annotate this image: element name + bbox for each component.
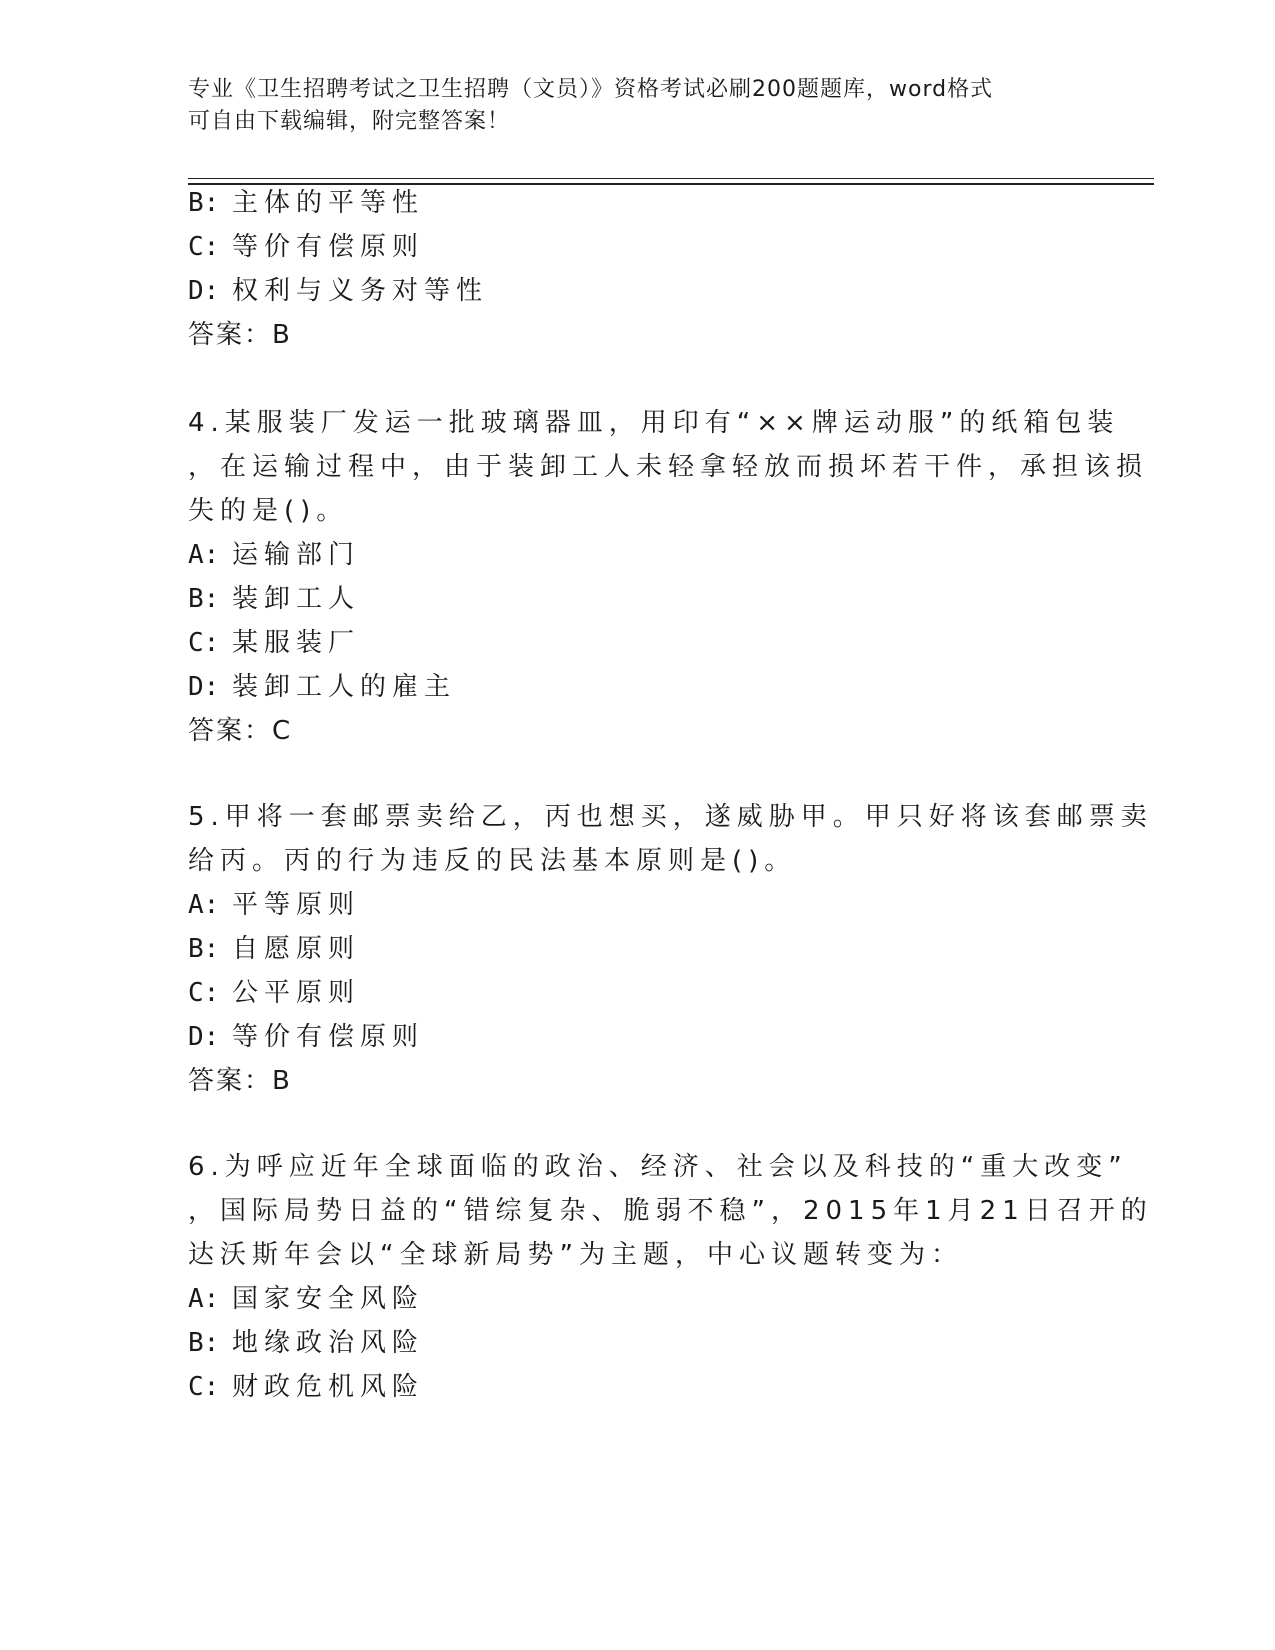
q4-option-b bbox=[188, 582, 360, 616]
q5-stem-line-1: 5.甲将一套邮票卖给乙，丙也想买，遂威胁甲。甲只好将该套邮票卖 bbox=[188, 802, 1153, 832]
option-text: 权利与义务对等性 bbox=[232, 276, 489, 306]
q3-option-d bbox=[188, 274, 488, 308]
document-header bbox=[188, 74, 1078, 138]
header-line-1: 专业《卫生招聘考试之卫生招聘（文员）》资格考试必刷200题题库，word格式 bbox=[188, 77, 994, 102]
q4-stem-line-3: 失的是()。 bbox=[188, 496, 349, 526]
q4-stem-line-2: ，在运输过程中，由于装卸工人未轻拿轻放而损坏若干件，承担该损 bbox=[188, 452, 1149, 482]
q4-answer: 答案：C bbox=[188, 716, 293, 746]
option-text: 地缘政治风险 bbox=[232, 1328, 425, 1358]
option-text: 公平原则 bbox=[232, 978, 361, 1008]
q5-option-d bbox=[188, 1020, 424, 1054]
q3-answer: 答案：B bbox=[188, 320, 292, 350]
q6-stem-line-2: ，国际局势日益的“错综复杂、脆弱不稳”，2015年1月21日召开的 bbox=[188, 1196, 1153, 1226]
q3-option-b bbox=[188, 186, 424, 220]
q5-answer: 答案：B bbox=[188, 1066, 292, 1096]
q6-stem-line-1: 6.为呼应近年全球面临的政治、经济、社会以及科技的“重大改变” bbox=[188, 1152, 1128, 1182]
header-divider-thick bbox=[188, 183, 1154, 185]
q3-option-c bbox=[188, 230, 424, 264]
header-line-2: 可自由下载编辑，附完整答案！ bbox=[188, 109, 511, 134]
q4-option-d bbox=[188, 670, 456, 704]
q4-stem-line-1: 4.某服装厂发运一批玻璃器皿，用印有“××牌运动服”的纸箱包装 bbox=[188, 408, 1120, 438]
option-key: C: bbox=[188, 978, 220, 1008]
option-text: 平等原则 bbox=[232, 890, 361, 920]
option-text: 等价有偿原则 bbox=[232, 1022, 425, 1052]
option-text: 主体的平等性 bbox=[232, 188, 425, 218]
q6-option-a bbox=[188, 1282, 424, 1316]
q4-option-c bbox=[188, 626, 360, 660]
q5-option-a bbox=[188, 888, 360, 922]
option-key: A: bbox=[188, 1284, 220, 1314]
option-key: D: bbox=[188, 276, 220, 306]
option-text: 装卸工人 bbox=[232, 584, 361, 614]
option-key: C: bbox=[188, 232, 220, 262]
q6-option-c bbox=[188, 1370, 424, 1404]
option-text: 某服装厂 bbox=[232, 628, 361, 658]
option-key: B: bbox=[188, 188, 220, 218]
q5-option-b bbox=[188, 932, 360, 966]
option-text: 运输部门 bbox=[232, 540, 361, 570]
option-key: B: bbox=[188, 584, 220, 614]
option-key: B: bbox=[188, 1328, 220, 1358]
q5-option-c bbox=[188, 976, 360, 1010]
option-key: C: bbox=[188, 628, 220, 658]
q5-stem-line-2: 给丙。丙的行为违反的民法基本原则是()。 bbox=[188, 846, 797, 876]
q4-option-a bbox=[188, 538, 360, 572]
option-key: D: bbox=[188, 672, 220, 702]
option-text: 财政危机风险 bbox=[232, 1372, 425, 1402]
q6-stem-line-3: 达沃斯年会以“全球新局势”为主题，中心议题转变为： bbox=[188, 1240, 963, 1270]
option-key: D: bbox=[188, 1022, 220, 1052]
option-key: A: bbox=[188, 540, 220, 570]
option-key: A: bbox=[188, 890, 220, 920]
option-text: 装卸工人的雇主 bbox=[232, 672, 457, 702]
option-text: 国家安全风险 bbox=[232, 1284, 425, 1314]
option-text: 等价有偿原则 bbox=[232, 232, 425, 262]
q6-option-b bbox=[188, 1326, 424, 1360]
option-key: C: bbox=[188, 1372, 220, 1402]
option-text: 自愿原则 bbox=[232, 934, 361, 964]
header-divider-thin bbox=[188, 178, 1154, 179]
option-key: B: bbox=[188, 934, 220, 964]
